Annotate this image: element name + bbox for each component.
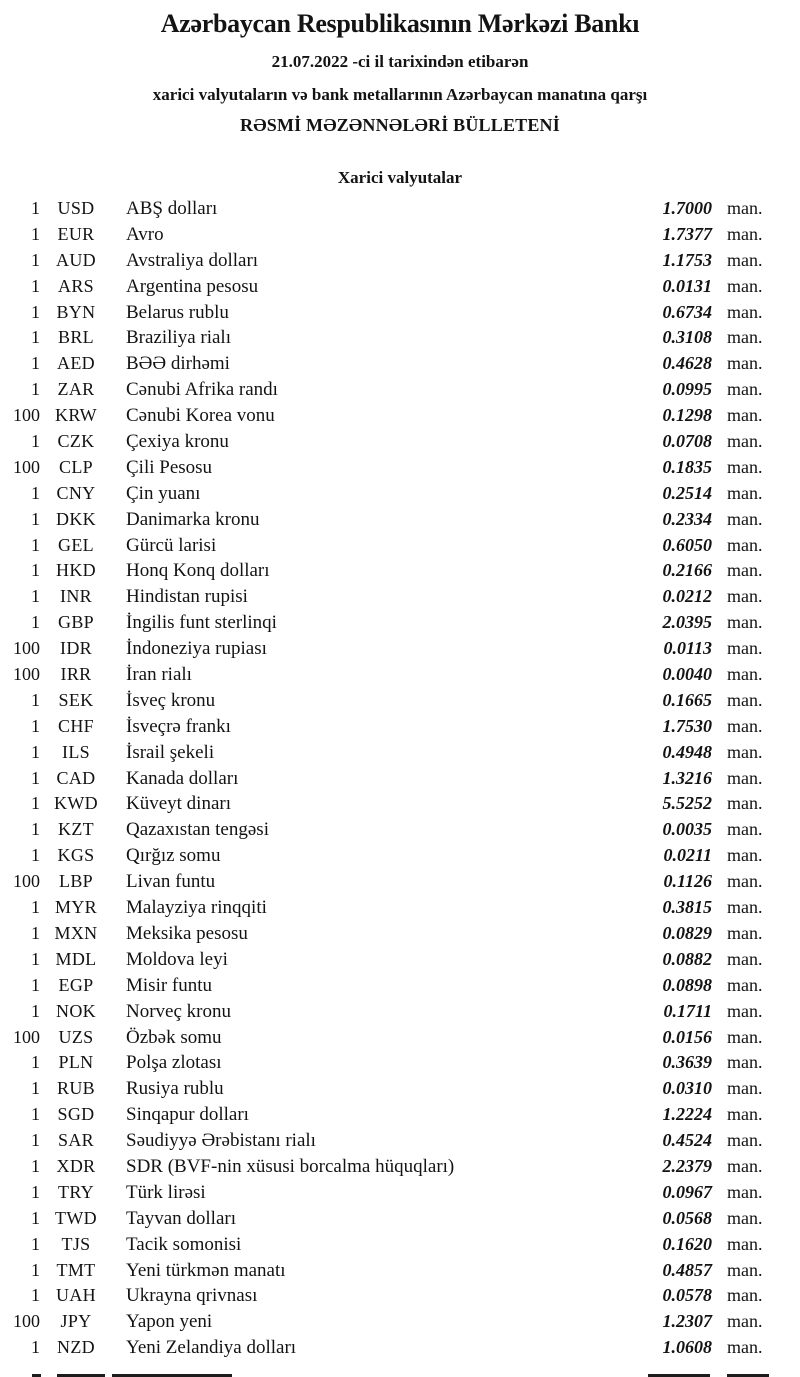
unit-cell: man. (727, 1337, 763, 1358)
currency-code-cell: TMT (56, 1259, 96, 1280)
table-row (0, 1232, 770, 1258)
quantity-cell: 1 (31, 793, 40, 814)
currency-code-cell: BYN (56, 301, 96, 322)
unit-cell: man. (727, 767, 763, 788)
currency-code-cell: CZK (57, 431, 95, 452)
rate-value-cell: 0.6734 (662, 301, 712, 322)
quantity-cell: 1 (31, 715, 40, 736)
rate-value-cell: 0.0131 (662, 275, 712, 296)
table-row (0, 921, 770, 947)
currency-code-cell: AUD (56, 249, 96, 270)
rate-value-cell: 0.6050 (662, 534, 712, 555)
table-row (0, 222, 770, 248)
quantity-cell: 1 (31, 1130, 40, 1151)
rate-value-cell: 0.3108 (662, 327, 712, 348)
unit-cell: man. (727, 327, 763, 348)
unit-cell: man. (727, 1311, 763, 1332)
unit-cell: man. (727, 560, 763, 581)
table-row (0, 610, 770, 636)
currency-code-cell: KGS (57, 845, 95, 866)
rate-value-cell: 0.0708 (662, 431, 712, 452)
currency-name-cell: İran rialı (126, 664, 192, 686)
quantity-cell: 1 (31, 1052, 40, 1073)
table-row (0, 947, 770, 973)
table-row (0, 1025, 770, 1051)
quantity-cell: 1 (31, 922, 40, 943)
table-row (0, 869, 770, 895)
table-row (0, 377, 770, 403)
currency-name-cell: İsveç kronu (126, 689, 216, 711)
unit-cell: man. (727, 405, 763, 426)
rate-value-cell: 0.2514 (662, 482, 712, 503)
table-row (0, 481, 770, 507)
rate-value-cell: 0.0568 (662, 1207, 712, 1228)
quantity-cell: 100 (13, 456, 40, 477)
quantity-cell: 1 (31, 1233, 40, 1254)
currency-name-cell: Səudiyyə Ərəbistanı rialı (126, 1130, 316, 1152)
quantity-cell: 1 (31, 689, 40, 710)
rate-value-cell: 0.2166 (662, 560, 712, 581)
unit-cell: man. (727, 1155, 763, 1176)
table-row (0, 274, 770, 300)
currency-name-cell: SDR (BVF-nin xüsusi borcalma hüquqları) (126, 1155, 455, 1177)
table-row (0, 351, 770, 377)
rate-value-cell: 1.7000 (662, 198, 712, 218)
unit-cell: man. (727, 508, 763, 529)
quantity-cell: 1 (31, 1104, 40, 1125)
currency-code-cell: CLP (59, 456, 93, 477)
currency-code-cell: SAR (58, 1130, 94, 1151)
currency-code-cell: EGP (58, 974, 94, 995)
currency-code-cell: SEK (58, 689, 94, 710)
currency-code-cell: LBP (59, 871, 93, 892)
quantity-cell: 100 (13, 871, 40, 892)
currency-code-cell: INR (60, 586, 92, 607)
currency-name-cell: Tayvan dolları (126, 1207, 236, 1229)
quantity-cell: 100 (13, 1311, 40, 1332)
currency-name-cell: Gürcü larisi (126, 534, 217, 556)
bank-title: Azərbaycan Respublikasının Mərkəzi Bankı (160, 9, 640, 38)
unit-cell: man. (727, 482, 763, 503)
unit-cell: man. (727, 1052, 763, 1073)
unit-cell: man. (727, 922, 763, 943)
table-row (0, 558, 770, 584)
rate-value-cell: 1.2307 (662, 1311, 712, 1332)
table-row (0, 1309, 770, 1335)
unit-cell: man. (727, 897, 763, 918)
unit-cell: man. (727, 689, 763, 710)
currency-name-cell: Kanada dolları (126, 767, 239, 789)
quantity-cell: 1 (31, 612, 40, 633)
quantity-cell: 100 (13, 664, 40, 685)
rate-value-cell: 0.4628 (662, 353, 712, 374)
rate-value-cell: 0.0995 (662, 379, 712, 400)
quantity-cell: 1 (31, 431, 40, 452)
table-row (0, 999, 770, 1025)
currency-code-cell: UAH (56, 1285, 96, 1306)
unit-cell: man. (727, 664, 763, 685)
rate-value-cell: 0.1835 (662, 456, 712, 477)
quantity-cell: 100 (13, 405, 40, 426)
quantity-cell: 100 (13, 1026, 40, 1047)
unit-cell: man. (727, 1078, 763, 1099)
unit-cell: man. (727, 1207, 763, 1228)
table-row (0, 403, 770, 429)
unit-cell: man. (727, 275, 763, 296)
unit-cell: man. (727, 1104, 763, 1125)
rate-value-cell: 0.0211 (663, 845, 712, 866)
rate-value-cell: 0.4948 (662, 741, 712, 762)
table-row (0, 636, 770, 662)
currency-name-cell: İsrail şekeli (126, 741, 215, 763)
table-row (0, 455, 770, 481)
quantity-cell: 1 (31, 534, 40, 555)
currency-name-cell: Rusiya rublu (126, 1078, 224, 1100)
currency-name-cell: Belarus rublu (126, 301, 229, 323)
quantity-cell: 1 (31, 974, 40, 995)
currency-name-cell: Argentina pesosu (126, 275, 259, 297)
currency-code-cell: XDR (56, 1155, 96, 1176)
currency-code-cell: ILS (62, 741, 90, 762)
currency-code-cell: KZT (58, 819, 94, 840)
bulletin-title: RƏSMİ MƏZƏNNƏLƏRİ BÜLLETENİ (240, 114, 560, 135)
currency-name-cell: Yeni türkmən manatı (126, 1259, 286, 1281)
unit-cell: man. (727, 715, 763, 736)
unit-cell: man. (727, 612, 763, 633)
effective-date-line: 21.07.2022 -ci il tarixindən etibarən (271, 51, 529, 71)
table-row (0, 1180, 770, 1206)
currency-name-cell: Norveç kronu (126, 1000, 231, 1022)
rate-value-cell: 0.3815 (662, 897, 712, 918)
rate-value-cell: 2.0395 (662, 612, 712, 633)
unit-cell: man. (727, 249, 763, 270)
rate-value-cell: 0.1620 (662, 1233, 712, 1254)
table-row (0, 714, 770, 740)
quantity-cell: 1 (31, 198, 40, 218)
quantity-cell: 100 (13, 638, 40, 659)
currency-name-cell: Danimarka kronu (126, 508, 260, 530)
currency-code-cell: AED (57, 353, 95, 374)
quantity-cell: 1 (31, 379, 40, 400)
rate-value-cell: 1.1753 (662, 249, 712, 270)
currency-code-cell: TJS (61, 1233, 91, 1254)
currency-code-cell: KRW (55, 405, 97, 426)
unit-cell: man. (727, 379, 763, 400)
currency-name-cell: İndoneziya rupiası (126, 638, 267, 660)
currency-name-cell: Çexiya kronu (126, 431, 229, 453)
currency-name-cell: BƏƏ dirhəmi (126, 353, 230, 375)
unit-cell: man. (727, 974, 763, 995)
currency-name-cell: Özbək somu (126, 1026, 222, 1048)
unit-cell: man. (727, 1259, 763, 1280)
table-row (0, 1283, 770, 1309)
currency-name-cell: Livan funtu (126, 871, 216, 893)
quantity-cell: 1 (31, 1259, 40, 1280)
rate-value-cell: 0.0113 (663, 638, 712, 659)
quantity-cell: 1 (31, 1078, 40, 1099)
rate-value-cell: 0.0156 (662, 1026, 712, 1047)
currency-name-cell: Cənubi Korea vonu (126, 405, 275, 427)
unit-cell: man. (727, 1000, 763, 1021)
table-row (0, 895, 770, 921)
table-row (0, 196, 770, 222)
table-row (0, 973, 770, 999)
currency-name-cell: Braziliya rialı (126, 327, 231, 349)
unit-cell: man. (727, 793, 763, 814)
currency-code-cell: PLN (58, 1052, 94, 1073)
rate-value-cell: 0.0829 (662, 922, 712, 943)
currency-name-cell: Yapon yeni (126, 1311, 213, 1333)
rate-value-cell: 1.7377 (662, 223, 712, 244)
unit-cell: man. (727, 948, 763, 969)
currency-name-cell: Misir funtu (126, 974, 213, 996)
quantity-cell: 1 (31, 819, 40, 840)
currency-name-cell: Malayziya rinqqiti (126, 897, 267, 919)
quantity-cell: 1 (31, 1000, 40, 1021)
rate-value-cell: 1.2224 (662, 1104, 712, 1125)
quantity-cell: 1 (31, 767, 40, 788)
document-header (0, 0, 800, 136)
currency-code-cell: BRL (58, 327, 94, 348)
table-row (0, 1128, 770, 1154)
quantity-cell: 1 (31, 948, 40, 969)
quantity-cell: 1 (31, 1181, 40, 1202)
currency-code-cell: TRY (58, 1181, 94, 1202)
rate-value-cell: 1.3216 (662, 767, 712, 788)
currency-name-cell: Avro (126, 223, 164, 245)
currency-code-cell: EUR (57, 223, 95, 244)
rate-value-cell: 0.4524 (662, 1130, 712, 1151)
rate-value-cell: 0.0035 (662, 819, 712, 840)
table-row (0, 1206, 770, 1232)
quantity-cell: 1 (31, 301, 40, 322)
rate-value-cell: 0.2334 (662, 508, 712, 529)
currency-code-cell: GBP (58, 612, 94, 633)
rate-value-cell: 0.0040 (662, 664, 712, 685)
currency-code-cell: SGD (57, 1104, 95, 1125)
rate-value-cell: 1.7530 (662, 715, 712, 736)
unit-cell: man. (727, 223, 763, 244)
rate-value-cell: 5.5252 (662, 793, 712, 814)
table-row (0, 1050, 770, 1076)
rate-value-cell: 0.1711 (663, 1000, 712, 1021)
currency-name-cell: Qırğız somu (126, 845, 221, 867)
table-row (0, 248, 770, 274)
rate-value-cell: 0.0310 (662, 1078, 712, 1099)
currency-code-cell: CNY (56, 482, 96, 503)
currency-code-cell: CAD (56, 767, 96, 788)
rate-value-cell: 0.3639 (662, 1052, 712, 1073)
table-row (0, 766, 770, 792)
rate-value-cell: 0.1665 (662, 689, 712, 710)
currency-code-cell: IDR (60, 638, 92, 659)
currency-code-cell: KWD (54, 793, 98, 814)
currency-name-cell: Tacik somonisi (126, 1233, 242, 1255)
currency-code-cell: ARS (58, 275, 94, 296)
currency-code-cell: CHF (58, 715, 94, 736)
table-row (0, 1102, 770, 1128)
currency-code-cell: TWD (55, 1207, 97, 1228)
quantity-cell: 1 (31, 249, 40, 270)
quantity-cell: 1 (31, 1337, 40, 1358)
quantity-cell: 1 (31, 1285, 40, 1306)
table-row (0, 584, 770, 610)
unit-cell: man. (727, 1026, 763, 1047)
quantity-cell: 1 (31, 560, 40, 581)
unit-cell: man. (727, 301, 763, 322)
unit-cell: man. (727, 1181, 763, 1202)
currency-name-cell: Qazaxıstan tengəsi (126, 819, 269, 841)
table-row (0, 662, 770, 688)
quantity-cell: 1 (31, 482, 40, 503)
rate-value-cell: 0.1298 (662, 405, 712, 426)
currency-name-cell: Honq Konq dolları (126, 560, 270, 582)
table-row (0, 1076, 770, 1102)
quantity-cell: 1 (31, 353, 40, 374)
section-title-foreign-currencies: Xarici valyutalar (337, 168, 463, 187)
table-row (0, 1335, 770, 1361)
rate-value-cell: 0.4857 (662, 1259, 712, 1280)
unit-cell: man. (727, 431, 763, 452)
table-row (0, 740, 770, 766)
currency-name-cell: Polşa zlotası (126, 1052, 222, 1074)
currency-code-cell: GEL (58, 534, 94, 555)
currency-name-cell: Moldova leyi (126, 948, 228, 970)
rate-value-cell: 0.1126 (663, 871, 712, 892)
subject-line: xarici valyutaların və bank metallarının Azərbaycan manatına qarşı (152, 84, 648, 104)
rates-table (0, 196, 770, 1361)
table-row (0, 1258, 770, 1284)
currency-name-cell: Sinqapur dolları (126, 1104, 249, 1126)
currency-code-cell: UZS (58, 1026, 94, 1047)
quantity-cell: 1 (31, 508, 40, 529)
table-row (0, 429, 770, 455)
unit-cell: man. (727, 456, 763, 477)
currency-name-cell: Çin yuanı (126, 482, 201, 504)
currency-name-cell: Ukrayna qrivnası (126, 1285, 258, 1307)
currency-name-cell: Hindistan rupisi (126, 586, 248, 608)
currency-name-cell: ABŞ dolları (126, 198, 218, 219)
currency-code-cell: MXN (54, 922, 98, 943)
currency-code-cell: HKD (56, 560, 96, 581)
cropped-next-row (0, 1372, 800, 1377)
quantity-cell: 1 (31, 223, 40, 244)
table-row (0, 817, 770, 843)
currency-name-cell: Küveyt dinarı (126, 793, 232, 815)
currency-name-cell: Türk lirəsi (126, 1181, 206, 1203)
quantity-cell: 1 (31, 327, 40, 348)
currency-code-cell: RUB (57, 1078, 95, 1099)
rate-value-cell: 1.0608 (662, 1337, 712, 1358)
unit-cell: man. (727, 1285, 763, 1306)
currency-name-cell: Çili Pesosu (126, 456, 213, 478)
table-row (0, 507, 770, 533)
quantity-cell: 1 (31, 586, 40, 607)
table-row (0, 325, 770, 351)
currency-name-cell: Cənubi Afrika randı (126, 379, 278, 401)
quantity-cell: 1 (31, 845, 40, 866)
unit-cell: man. (727, 353, 763, 374)
currency-name-cell: İsveçrə frankı (126, 715, 231, 737)
currency-code-cell: NOK (56, 1000, 96, 1021)
rate-value-cell: 0.0578 (662, 1285, 712, 1306)
currency-name-cell: Meksika pesosu (126, 922, 248, 944)
rate-value-cell: 0.0898 (662, 974, 712, 995)
unit-cell: man. (727, 1130, 763, 1151)
unit-cell: man. (727, 845, 763, 866)
unit-cell: man. (727, 1233, 763, 1254)
rate-value-cell: 0.0882 (662, 948, 712, 969)
currency-code-cell: MYR (55, 897, 97, 918)
unit-cell: man. (727, 534, 763, 555)
currency-code-cell: USD (57, 198, 95, 218)
unit-cell: man. (727, 871, 763, 892)
unit-cell: man. (727, 741, 763, 762)
table-row (0, 688, 770, 714)
currency-name-cell: Avstraliya dolları (126, 249, 259, 271)
table-row (0, 300, 770, 326)
table-row (0, 533, 770, 559)
currency-name-cell: İngilis funt sterlinqi (126, 612, 277, 634)
rate-value-cell: 0.0212 (662, 586, 712, 607)
currency-code-cell: JPY (60, 1311, 92, 1332)
quantity-cell: 1 (31, 1207, 40, 1228)
currency-code-cell: IRR (60, 664, 92, 685)
currency-code-cell: NZD (57, 1337, 95, 1358)
table-row (0, 843, 770, 869)
quantity-cell: 1 (31, 741, 40, 762)
quantity-cell: 1 (31, 1155, 40, 1176)
currency-code-cell: DKK (56, 508, 96, 529)
unit-cell: man. (727, 586, 763, 607)
rate-value-cell: 0.0967 (662, 1181, 712, 1202)
currency-code-cell: ZAR (57, 379, 95, 400)
unit-cell: man. (727, 638, 763, 659)
currency-name-cell: Yeni Zelandiya dolları (126, 1337, 297, 1359)
table-row (0, 791, 770, 817)
rate-value-cell: 2.2379 (662, 1155, 712, 1176)
quantity-cell: 1 (31, 897, 40, 918)
currency-code-cell: MDL (55, 948, 97, 969)
table-row (0, 1154, 770, 1180)
unit-cell: man. (727, 198, 763, 218)
quantity-cell: 1 (31, 275, 40, 296)
unit-cell: man. (727, 819, 763, 840)
